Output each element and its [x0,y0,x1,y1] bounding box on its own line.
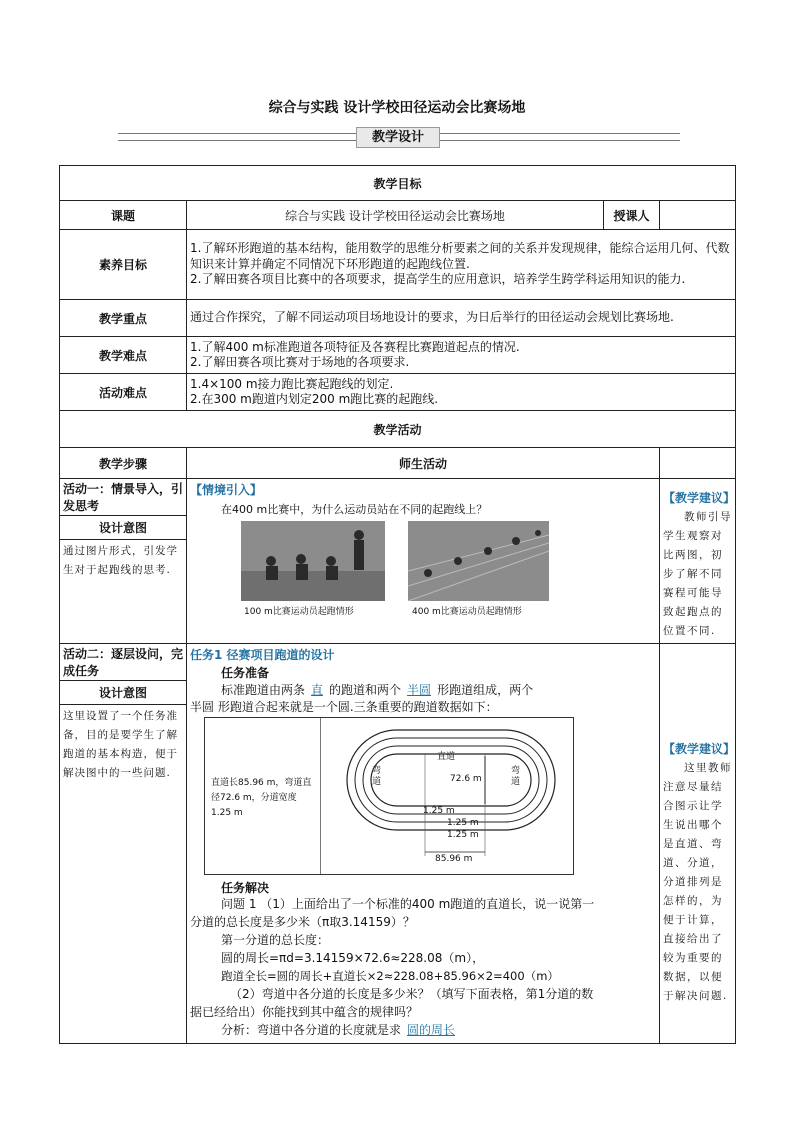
activity2-design-label: 设计意图 [60,680,186,705]
activity1-design-text: 通过图片形式，引发学生对于起跑线的思考. [63,545,178,576]
steps-label: 教学步骤 [60,448,187,479]
literacy-text [187,230,736,300]
activity-header-row [60,411,736,448]
steps-header-empty [660,448,736,479]
difficult-label: 教学难点 [60,337,187,374]
prep-paragraph-line1 [221,681,661,699]
analysis-line [221,1021,461,1039]
photo-100m-start-image [241,521,385,601]
goals-header: 教学目标 [60,166,736,201]
activity2-left [60,644,187,1044]
photo-400m-start-image [408,521,549,601]
difficult-row [60,337,736,374]
literacy-line-2: 2.了解田赛各项目比赛中的各项要求，提高学生的应用意识，培养学生跨学科运用知识的能力. [190,272,686,287]
activity2-advice-tag: 【教学建议】 [663,742,736,756]
activity1-tag: 【情境引入】 [190,483,263,497]
course-row [60,201,736,230]
prep-paragraph-line2: 半圆 形跑道合起来就是一个圆.三条重要的跑道数据如下： [190,700,498,714]
prep-text-a: 标准跑道由两条 [221,683,306,697]
activity-difficult-line-2: 2.在300 m跑道内划定200 m跑比赛的起跑线. [190,392,439,406]
activity2-design-text: 这里设置了一个任务准备，目的是要学生了解跑道的基本构造，便于解决图中的一些问题. [63,710,178,779]
key-text: 通过合作探究，了解不同运动项目场地设计的要求，为日后举行的田径运动会规划比赛场地. [187,300,736,337]
activity1-content [187,479,660,644]
label-lane-width-3: 1.25 m [447,830,479,840]
task-prep-label: 任务准备 [221,666,270,680]
prep-text-b: 的跑道和两个 [329,683,402,697]
label-straight: 直道 [437,752,456,762]
question-1: 问题 1 （1）上面给出了一个标准的400 m跑道的直道长，说一说第一分道的总长度是多少米（π取3.14159）？ [190,897,595,929]
key-row [60,300,736,337]
blank-straight: 直 [311,683,324,697]
key-label: 教学重点 [60,300,187,337]
caption-400m: 400 m比赛运动员起跑情形 [412,607,522,617]
teacher-value [660,201,736,230]
activity-difficult-text [187,374,736,411]
literacy-line-1: 1.了解环形跑道的基本结构，能用数学的思维分析要素之间的关系并发现规律，能综合运用几何、代数知识来计算并确定不同情况下环形跑道的起跑线位置. [190,241,730,271]
label-lane-width-1: 1.25 m [423,806,455,816]
activity2-row [60,644,736,1044]
activity1-question: 在400 m比赛中，为什么运动员站在不同的起跑线上？ [221,503,488,516]
activity1-advice-text: 教师引导学生观察对比两图，初步了解不同赛程可能导致起跑点的位置不同. [663,511,732,637]
track-figure [204,717,574,875]
difficult-text [187,337,736,374]
activity1-row [60,479,736,644]
task1-title: 任务1 径赛项目跑道的设计 [190,648,335,662]
activity-difficult-label: 活动难点 [60,374,187,411]
course-label: 课题 [60,201,187,230]
caption-100m: 100 m比赛运动员起跑情形 [244,607,354,617]
steps-header-row [60,448,736,479]
activity1-left [60,479,187,644]
activity2-content [187,644,660,1044]
label-diameter: 72.6 m [450,774,482,784]
document-title: 综合与实践 设计学校田径运动会比赛场地 [268,100,526,116]
analysis-text: 分析：弯道中各分道的长度就是求 [221,1023,402,1037]
goals-header-row [60,166,736,201]
activity2-advice-text: 这里教师注意尽量结合图示让学生说出哪个是直道、弯道、分道，分道排列是怎样的，为便于计算，直接给出了较为重要的数据，以便于解决问题. [663,762,732,1002]
answer-1-line1: 圆的周长=πd=3.14159×72.6≈228.08（m）， [221,951,485,965]
label-straight-length: 85.96 m [435,854,473,864]
difficult-line-1: 1.了解400 m标准跑道各项特征及各赛程比赛跑道起点的情况. [190,339,520,354]
literacy-row [60,230,736,300]
literacy-label: 素养目标 [60,230,187,300]
activity2-advice [660,644,736,1044]
difficult-line-2: 2.了解田赛各项比赛对于场地的各项要求. [190,355,410,369]
lesson-plan-table [59,165,736,1044]
teacher-student-label: 师生活动 [187,448,660,479]
activity-header: 教学活动 [60,411,736,448]
figure-divider [320,718,321,874]
blank-semicircle: 半圆 [407,683,432,697]
activity-difficult-row [60,374,736,411]
label-curve-left: 弯道 [372,766,382,787]
figure-note: 直道长85.96 m，弯道直径72.6 m，分道宽度1.25 m [211,778,312,818]
activity2-title: 活动二：逐层设问，完成任务 [63,647,184,678]
activity1-title: 活动一：情景导入，引发思考 [63,482,184,513]
activity1-advice-tag: 【教学建议】 [663,491,736,505]
teacher-label: 授课人 [604,201,660,230]
section-banner: 教学设计 [356,127,440,148]
task-solve-label: 任务解决 [221,881,270,895]
photo-400m-start [408,521,549,601]
activity-difficult-line-1: 1.4×100 m接力跑比赛起跑线的划定. [190,376,394,391]
blank-circumference: 圆的周长 [407,1023,456,1037]
activity1-design-label: 设计意图 [60,515,186,540]
answer-1-line0: 第一分道的总长度： [221,933,330,947]
course-value: 综合与实践 设计学校田径运动会比赛场地 [187,201,604,230]
label-lane-width-2: 1.25 m [447,818,479,828]
activity1-advice [660,479,736,644]
question-2: （2）弯道中各分道的长度是多少米？（填写下面表格，第1分道的数据已经给出）你能找到其中蕴含的规律吗？ [190,987,594,1019]
label-curve-right: 弯道 [511,766,521,787]
answer-1-line2: 跑道全长=圆的周长+直道长×2≈228.08+85.96×2=400（m） [221,969,559,983]
prep-text-c: 形跑道组成，两个 [437,683,534,697]
photo-100m-start [241,521,385,601]
track-diagram [345,726,560,868]
